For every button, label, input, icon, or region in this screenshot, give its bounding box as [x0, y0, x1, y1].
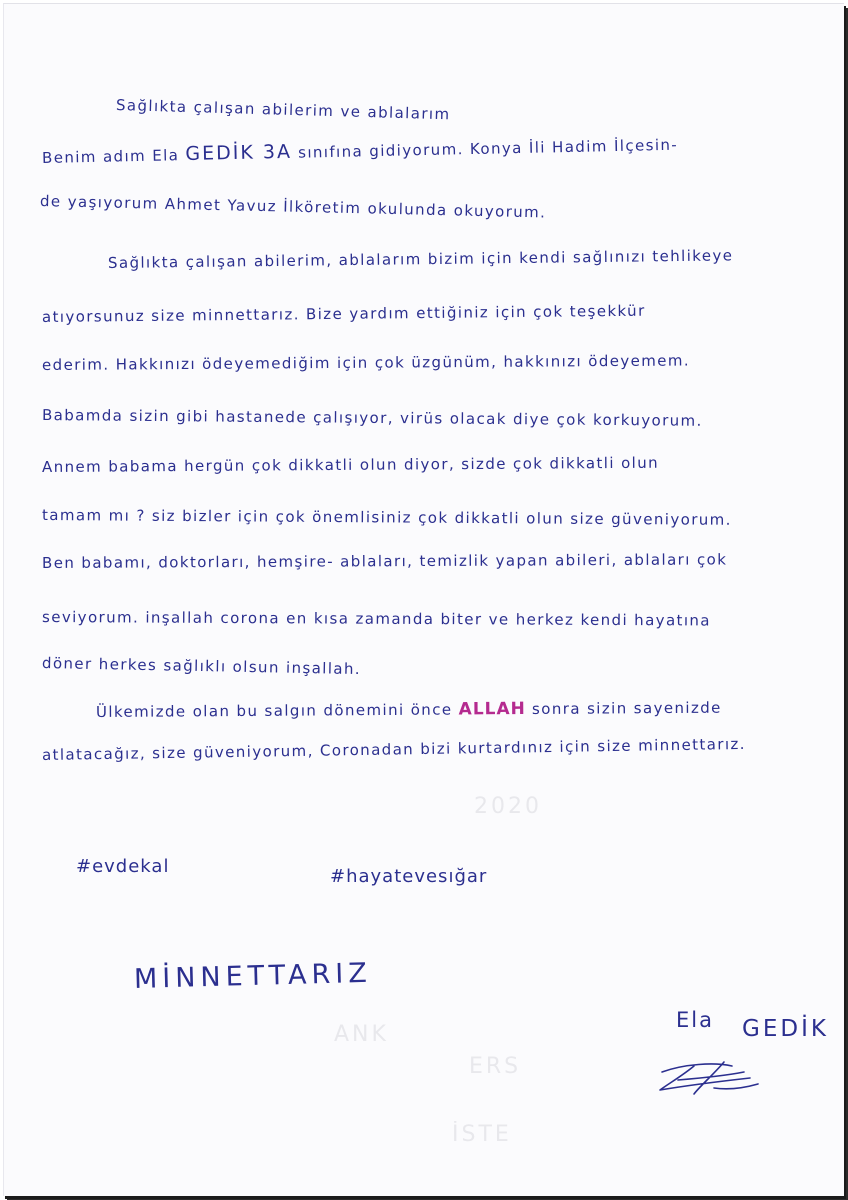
hashtag: #evdekal	[76, 856, 170, 877]
letter-line: ederim. Hakkınızı ödeyemediğim için çok üzgünüm, hakkınızı ödeyemem.	[41, 351, 691, 374]
letter-line: tamam mı ? siz bizler için çok önemlisiniz çok dikkatli olun size güveniyorum.	[41, 506, 732, 529]
ghost-text: ANK	[334, 1022, 389, 1047]
letter-line: Ülkemizde olan bu salgın dönemini önce ALLAH sonra sizin sayenizde	[95, 698, 722, 721]
letter-line: döner herkes sağlıklı olsun inşallah.	[41, 654, 362, 679]
signer-last-name: GEDİK	[742, 1016, 829, 1042]
letter-page	[3, 3, 844, 1196]
ghost-text: ERS	[469, 1054, 522, 1079]
signature-icon	[654, 1058, 764, 1100]
letter-line: Sağlıkta çalışan abilerim, ablalarım bizim için kendi sağlınızı tehlikeye	[107, 246, 734, 272]
letter-line: Annem babama hergün çok dikkatli olun diyor, sizde çok dikkatli olun	[41, 453, 660, 476]
ghost-text: İSTE	[452, 1122, 512, 1147]
name-highlight: GEDİK 3A	[185, 140, 293, 165]
letter-greeting: Sağlıkta çalışan abilerim ve ablalarım	[115, 96, 451, 124]
letter-line: atlatacağız, size güveniyorum, Coronadan bizi kurtardınız için size minnettarız.	[41, 734, 747, 764]
hashtag: #hayatevesığar	[330, 866, 488, 887]
letter-line: de yaşıyorum Ahmet Yavuz İlköretim okulunda okuyorum.	[39, 192, 547, 222]
letter-line: atıyorsunuz size minnettarız. Bize yardım ettiğiniz için çok teşekkür	[41, 301, 646, 326]
letter-line: Benim adım Ela GEDİK 3A sınıfına gidiyorum. Konya İli Hadim İlçesin-	[41, 135, 679, 167]
allah-highlight: ALLAH	[458, 698, 526, 720]
letter-line: seviyorum. inşallah corona en kısa zamanda biter ve herkez kendi hayatına	[41, 608, 711, 630]
ghost-text: 2020	[474, 794, 542, 819]
closing-word: MİNNETTARIZ	[133, 957, 373, 995]
signer-first-name: Ela	[676, 1008, 714, 1032]
letter-line: Babamda sizin gibi hastanede çalışıyor, virüs olacak diye çok korkuyorum.	[41, 406, 703, 430]
letter-line: Ben babamı, doktorları, hemşire- ablaları, temizlik yapan abileri, ablaları çok	[41, 550, 728, 572]
